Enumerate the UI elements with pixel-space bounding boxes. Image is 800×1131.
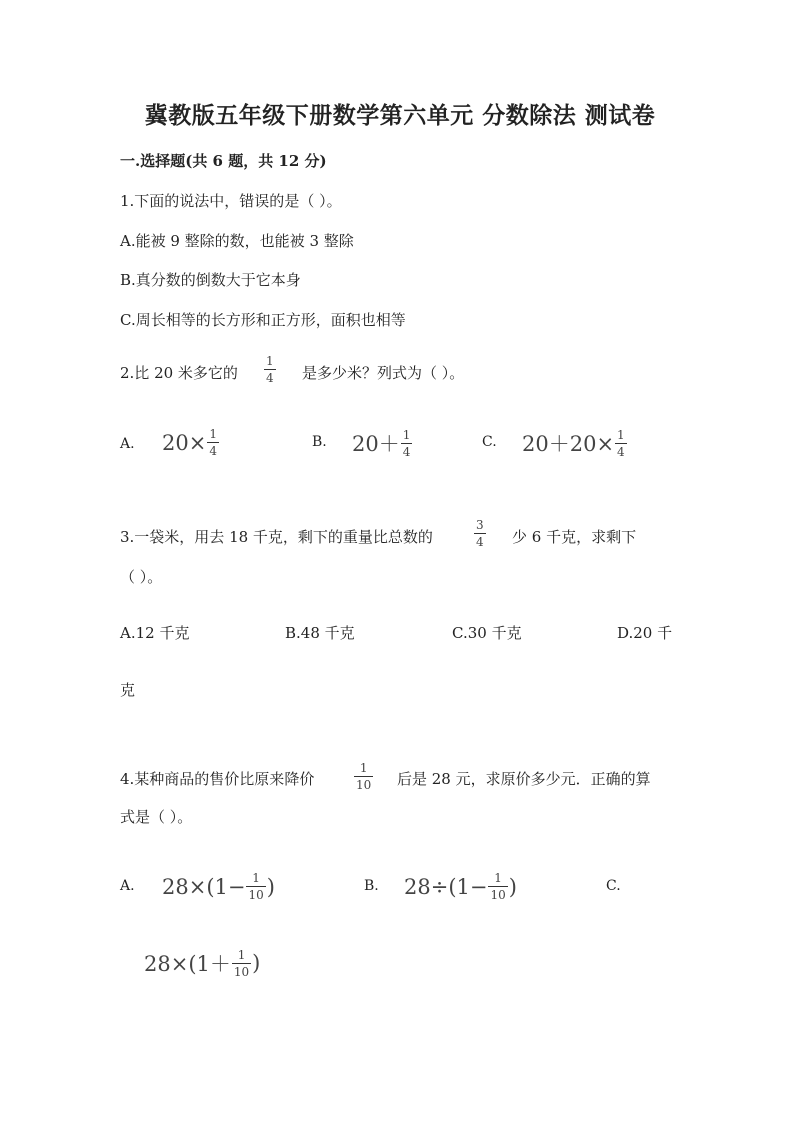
fraction-numerator: 1 [494, 871, 502, 885]
q3-option-c: C.30 千克 [452, 624, 522, 642]
expr-text: 20＋ [352, 432, 400, 456]
expr-text: ) [266, 874, 275, 899]
fraction-numerator: 1 [252, 871, 260, 885]
fraction-denominator: 4 [266, 371, 274, 385]
q3-stem-start: 3.一袋米，用去 18 千克，剩下的重量比总数的 [120, 528, 433, 546]
q3-stem-end: 少 6 千克，求剩下 [512, 528, 637, 546]
expr-text: 28×(1− [162, 874, 246, 899]
fraction-denominator: 4 [476, 535, 484, 549]
section-heading: 一.选择题(共 6 题，共 12 分) [120, 152, 327, 170]
q4-stem-fraction [354, 762, 373, 791]
fraction-denominator: 4 [209, 444, 217, 458]
q4-option-a-label: A. [120, 878, 135, 894]
expr-text: ) [508, 874, 517, 899]
q4-stem-start: 4.某种商品的售价比原来降价 [120, 770, 315, 788]
q2-option-a-expression [162, 428, 220, 457]
fraction-denominator: 10 [233, 964, 250, 979]
q3-stem-line2: （ ）。 [120, 568, 163, 586]
q2-option-c-label: C. [482, 434, 497, 450]
fraction-denominator: 10 [248, 888, 264, 902]
q4-option-b-expression [404, 872, 517, 901]
fraction-numerator: 1 [237, 947, 246, 962]
page-title: 冀教版五年级下册数学第六单元 分数除法 测试卷 [144, 102, 656, 129]
q1-option-a: A.能被 9 整除的数，也能被 3 整除 [120, 232, 354, 250]
q2-option-a-label: A. [120, 436, 135, 452]
q3-stem-fraction [474, 519, 486, 548]
fraction-denominator: 10 [356, 778, 372, 792]
q4-stem-end: 后是 28 元，求原价多少元．正确的算 [397, 770, 651, 788]
q2-stem-end: 是多少米？列式为（ ）。 [302, 364, 465, 382]
q4-option-b-label: B. [364, 878, 379, 894]
expr-text: ) [252, 951, 261, 975]
expr-text: 28×(1＋ [144, 952, 231, 976]
fraction-numerator: 1 [402, 427, 411, 442]
q3-option-b: B.48 千克 [285, 624, 355, 642]
fraction-numerator: 1 [209, 427, 217, 441]
q1-stem: 1.下面的说法中，错误的是（ ）。 [120, 192, 342, 210]
q2-option-b-label: B. [312, 434, 327, 450]
q3-option-a: A.12 千克 [120, 624, 190, 642]
q1-option-c: C.周长相等的长方形和正方形，面积也相等 [120, 311, 406, 329]
fraction-denominator: 10 [490, 888, 506, 902]
expr-text: 20× [162, 430, 207, 455]
q2-option-c-expression [522, 428, 628, 458]
q1-option-b: B.真分数的倒数大于它本身 [120, 271, 301, 289]
fraction-numerator: 1 [617, 427, 625, 442]
q4-option-a-expression [162, 872, 275, 901]
q2-stem-start: 2.比 20 米多它的 [120, 364, 238, 382]
q2-option-b-expression [352, 428, 413, 458]
q4-option-c-expression [144, 948, 260, 978]
fraction-denominator: 4 [402, 444, 411, 459]
q3-option-d-wrap: 克 [120, 681, 136, 699]
fraction-denominator: 4 [617, 444, 625, 459]
q4-stem-line2: 式是（ ）。 [120, 808, 193, 826]
q4-option-c-label: C. [606, 878, 621, 894]
q2-stem-fraction [264, 355, 276, 384]
fraction-numerator: 3 [476, 518, 484, 532]
fraction-numerator: 1 [266, 354, 274, 368]
fraction-numerator: 1 [359, 761, 368, 775]
expr-text: 28÷(1− [404, 874, 488, 899]
expr-text: 20＋20× [522, 432, 615, 456]
q3-option-d: D.20 千 [617, 624, 673, 642]
